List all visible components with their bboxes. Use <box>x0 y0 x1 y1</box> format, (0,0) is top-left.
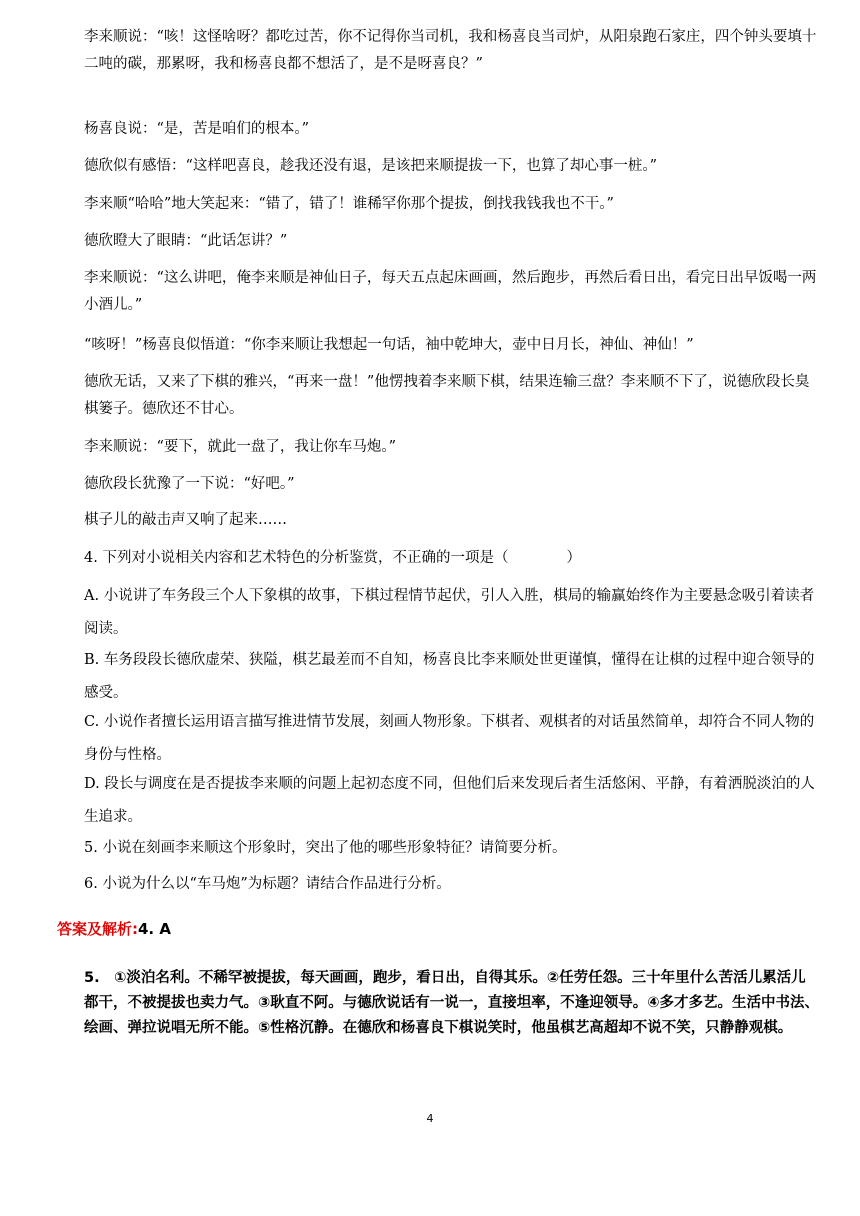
answer-q4: 4. A <box>138 920 171 938</box>
story-paragraph-5: 德欣瞪大了眼睛：“此话怎讲？” <box>84 233 288 249</box>
option-a: A. 小说讲了车务段三个人下象棋的故事，下棋过程情节起伏，引人入胜，棋局的输赢始终作为主要悬念吸引着读者阅读。 <box>84 588 815 637</box>
question-5: 5. 小说在刻画李来顺这个形象时，突出了他的哪些形象特征？请简要分析。 <box>84 840 567 856</box>
story-paragraph-6: 李来顺说：“这么讲吧，俺李来顺是神仙日子，每天五点起床画画，然后跑步，再然后看日出，看完日出早饭喝一两小酒儿。” <box>84 270 817 313</box>
story-paragraph-10: 德欣段长犹豫了一下说：“好吧。” <box>84 476 295 492</box>
story-paragraph-11: 棋子儿的敲击声又响了起来…… <box>84 512 287 528</box>
option-c: C. 小说作者擅长运用语言描写推进情节发展，刻画人物形象。下棋者、观棋者的对话虽然简单，却符合不同人物的身份与性格。 <box>84 714 815 763</box>
option-b: B. 车务段段长德欣虚荣、狭隘，棋艺最差而不自知，杨喜良比李来顺处世更谨慎，懂得在让棋的过程中迎合领导的感受。 <box>84 652 815 701</box>
story-paragraph-4: 李来顺“哈哈”地大笑起来：“错了，错了！谁稀罕你那个提拔，倒找我钱我也不干。” <box>84 196 614 212</box>
question-4: 4. 下列对小说相关内容和艺术特色的分析鉴赏，不正确的一项是（ ） <box>84 550 581 566</box>
story-paragraph-8: 德欣无话，又来了下棋的雅兴，“再来一盘！”他愣拽着李来顺下棋，结果连输三盘？李来顺不下了，说德欣段长臭棋篓子。德欣还不甘心。 <box>84 374 810 417</box>
story-paragraph-2: 杨喜良说：“是，苦是咱们的根本。” <box>84 121 310 137</box>
story-paragraph-7: “咳呀！”杨喜良似悟道：“你李来顺让我想起一句话，袖中乾坤大，壶中日月长，神仙、神仙！” <box>84 337 694 353</box>
option-d: D. 段长与调度在是否提拔李来顺的问题上起初态度不同，但他们后来发现后者生活悠闲、平静，有着洒脱淡泊的人生追求。 <box>84 776 815 825</box>
question-6: 6. 小说为什么以“车马炮”为标题？请结合作品进行分析。 <box>84 876 451 892</box>
page-number: 4 <box>426 1112 434 1125</box>
answer-q5: 5. ①淡泊名利。不稀罕被提拔，每天画画，跑步，看日出，自得其乐。②任劳任怨。三十年里什么苦活儿累活儿都干，不被提拔也卖力气。③耿直不阿。与德欣说话有一说一，直接坦率，不逢迎领导。④多才多艺。生活中书法、绘画、弹拉说唱无所不能。⑤性格沉静。在德欣和杨喜良下棋说笑时，他虽棋艺高超却不说不笑，只静静观棋。 <box>84 970 820 1036</box>
story-paragraph-3: 德欣似有感悟：“这样吧喜良，趁我还没有退，是该把来顺提拔一下，也算了却心事一桩。” <box>84 158 658 174</box>
answer-header <box>57 918 171 939</box>
story-paragraph-9: 李来顺说：“要下，就此一盘了，我让你车马炮。” <box>84 439 397 455</box>
answer-label: 答案及解析: <box>57 920 138 938</box>
story-paragraph-1: 李来顺说：“咳！这怪啥呀？都吃过苦，你不记得你当司机，我和杨喜良当司炉，从阳泉跑石家庄，四个钟头要填十二吨的碳，那累呀，我和杨喜良都不想活了，是不是呀喜良？” <box>84 29 817 72</box>
